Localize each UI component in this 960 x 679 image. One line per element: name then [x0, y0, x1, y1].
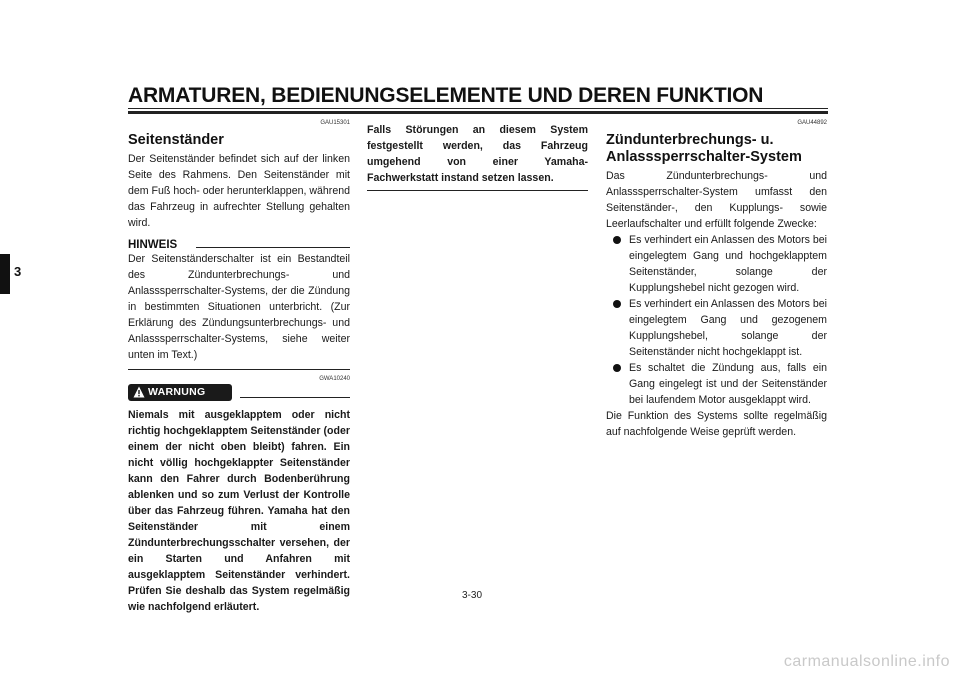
section-heading-2-line1: Zündunterbrechungs- u.	[606, 132, 774, 148]
chapter-number: 3	[14, 264, 22, 279]
warning-rule	[240, 397, 350, 398]
section-intro: Das Zündunterbrechungs- und Anlasssperrschalter-System umfasst den Seitenständer-, den Kupplungs- sowie Leerlaufschalter und erfüllt folgende Zwecke:	[606, 170, 827, 230]
hinweis-header	[128, 235, 350, 251]
list-item: Es schaltet die Zündung aus, falls ein Gang eingelegt ist und der Seitenständer bei laufendem Motor ausgeklappt wird.	[606, 360, 827, 408]
section-body: Der Seitenständer befindet sich auf der linken Seite des Rahmens. Den Seitenständer mit dem Fuß hoch- oder herunterklappen, während das Fahrzeug in aufrechter Stellung gehalten wird.	[128, 153, 351, 229]
bullet-icon	[613, 364, 621, 372]
hinweis-end-rule	[128, 369, 350, 370]
warning-badge	[128, 384, 232, 401]
warning-label: WARNUNG	[148, 386, 206, 398]
list-item: Es verhindert ein Anlassen des Motors bei eingelegtem Gang und gezogenem Kupplungshebel, solange der Seitenständer nicht hochgeklappt ist.	[606, 296, 827, 360]
list-item: Es verhindert ein Anlassen des Motors bei eingelegtem Gang und hochgeklapptem Seitenständer, solange der Kupplungshebel nicht gezogen wird.	[606, 232, 827, 296]
header-rule-bottom	[128, 111, 828, 114]
warning-body: Niemals mit ausgeklapptem oder nicht richtig hochgeklapptem Seitenständer (oder einem der nicht oben bleibt) fahren. Ein nicht völlig hochgeklappter Seitenständer kann den Fahrer durch Bodenberührung ablenken und so zum Verlust der Kontrolle über das Fahrzeug führen. Yamaha hat den Seitenständer mit einem Zündunterbrechungsschalter versehen, der ein Starten und Anfahren mit ausgeklapptem Seitenständer verhindert. Prüfen Sie deshalb das System regelmäßig wie nachfolgend erläutert.	[128, 409, 350, 613]
warning-end-rule	[367, 190, 588, 191]
hinweis-body: Der Seitenständerschalter ist ein Bestandteil des Zündunterbrechungs- und Anlasssperrschalter-Systems, der die Zündung in bestimmten Situationen unterbricht. (Zur Erklärung des Zündungsunterbrechungs- und Anlasssperrschalter-Systems, siehe weiter unten im Text.)	[128, 253, 350, 361]
watermark: carmanualsonline.info	[783, 653, 950, 670]
page-header-title: ARMATUREN, BEDIENUNGSELEMENTE UND DEREN FUNKTION	[128, 84, 764, 107]
warning-header	[128, 384, 350, 404]
section-code: GAU15301	[320, 120, 350, 126]
right-column	[606, 120, 827, 440]
section-heading: Seitenständer	[128, 132, 224, 148]
section-heading-2-line2: Anlasssperrschalter-System	[606, 149, 802, 165]
hinweis-label: HINWEIS	[128, 239, 178, 251]
warning-triangle-icon	[133, 386, 145, 398]
middle-column	[367, 122, 588, 191]
bullet-icon	[613, 300, 621, 308]
warning-continued-body: Falls Störungen an diesem System festgestellt werden, das Fahrzeug umgehend von einer Yamaha-Fachwerkstatt instand setzen lassen.	[367, 124, 588, 184]
warning-code: GWA10240	[319, 376, 350, 382]
page-number: 3-30	[462, 590, 483, 601]
hinweis-rule	[196, 247, 350, 248]
bullet-icon	[613, 236, 621, 244]
section-outro: Die Funktion des Systems sollte regelmäßig auf nachfolgende Weise geprüft werden.	[606, 410, 827, 438]
chapter-tab	[0, 254, 10, 294]
header-rule-top	[128, 108, 828, 109]
section-code-2: GAU44892	[797, 120, 827, 126]
feature-list	[606, 232, 827, 408]
left-column	[128, 120, 350, 615]
